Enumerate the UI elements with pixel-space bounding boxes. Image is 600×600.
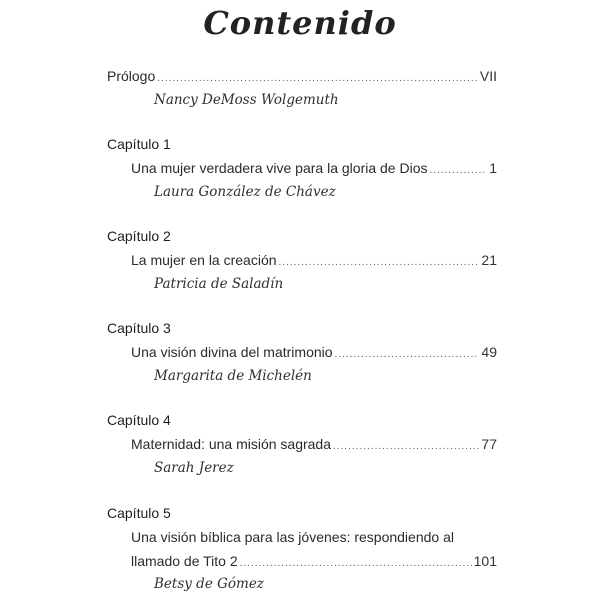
chapter-4-label: Capítulo 4 <box>107 412 171 428</box>
prologue-page: VII <box>479 68 497 84</box>
chapter-5-author: Betsy de Gómez <box>154 576 264 592</box>
chapter-5-title-line-1: Una visión bíblica para las jóvenes: respondiendo al <box>131 529 454 545</box>
leader-dots <box>240 554 472 574</box>
chapter-4-author: Sarah Jerez <box>154 460 234 476</box>
toc-entry-chapter-4 <box>131 434 497 457</box>
toc-entry-chapter-2 <box>131 250 497 273</box>
chapter-1-author: Laura González de Chávez <box>154 184 336 200</box>
chapter-3-author: Margarita de Michelén <box>154 368 312 384</box>
chapter-2-label: Capítulo 2 <box>107 228 171 244</box>
leader-dots <box>335 345 480 365</box>
chapter-5-title-line-2: llamado de Tito 2 <box>131 553 238 569</box>
toc-entry-chapter-5 <box>131 551 497 574</box>
chapter-4-title: Maternidad: una misión sagrada <box>131 436 332 452</box>
leader-dots <box>157 69 478 89</box>
chapter-4-page: 77 <box>481 436 497 452</box>
chapter-5-page: 101 <box>473 553 497 569</box>
chapter-2-title: La mujer en la creación <box>131 252 277 268</box>
chapter-5-label: Capítulo 5 <box>107 505 171 521</box>
chapter-1-title: Una mujer verdadera vive para la gloria de Dios <box>131 160 428 176</box>
leader-dots <box>279 253 480 273</box>
toc-entry-chapter-1 <box>131 158 497 181</box>
prologue-author: Nancy DeMoss Wolgemuth <box>154 92 339 108</box>
chapter-1-page: 1 <box>489 160 497 176</box>
toc-entry-chapter-3 <box>131 342 497 365</box>
prologue-label: Prólogo <box>107 68 156 84</box>
chapter-3-title: Una visión divina del matrimonio <box>131 344 333 360</box>
chapter-2-author: Patricia de Saladín <box>154 276 284 292</box>
chapter-3-label: Capítulo 3 <box>107 320 171 336</box>
leader-dots <box>333 437 479 457</box>
toc-entry-prologue <box>107 66 497 89</box>
chapter-2-page: 21 <box>481 252 497 268</box>
leader-dots <box>429 161 487 181</box>
chapter-3-page: 49 <box>481 344 497 360</box>
page-title: Contenido <box>203 4 397 42</box>
chapter-1-label: Capítulo 1 <box>107 136 171 152</box>
